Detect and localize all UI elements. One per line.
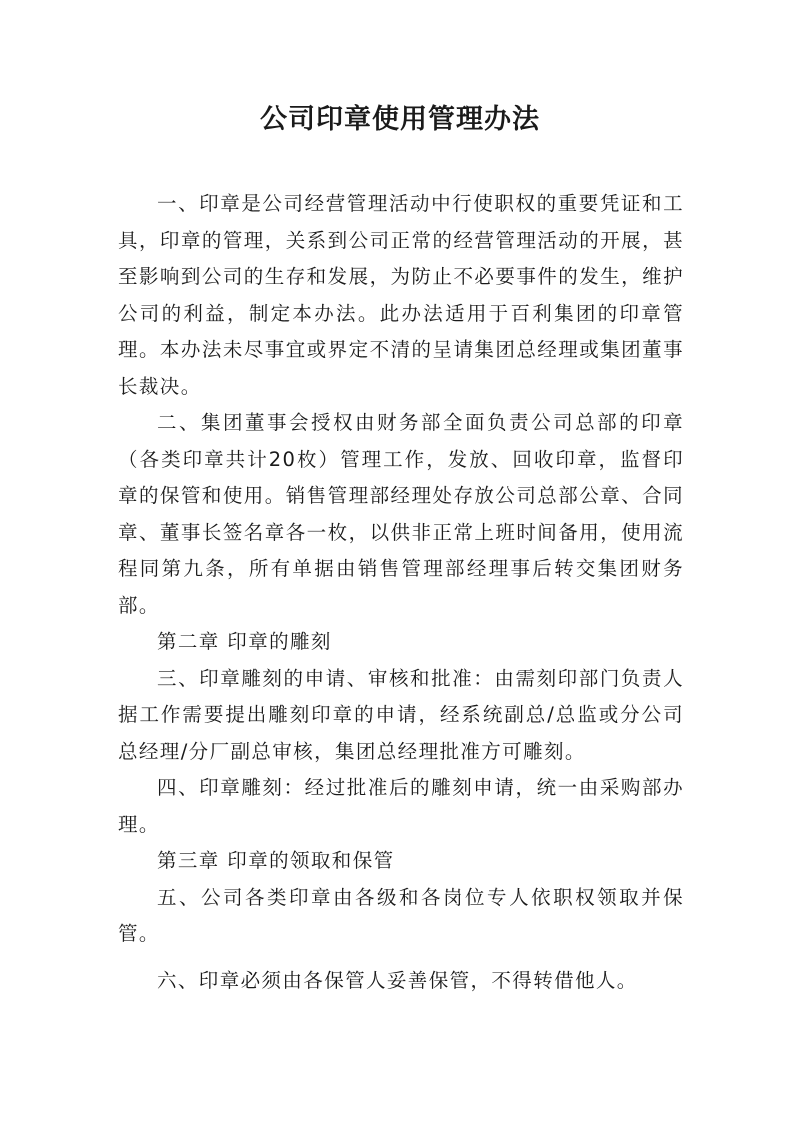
paragraph-article-1: 一、印章是公司经营管理活动中行使职权的重要凭证和工具，印章的管理，关系到公司正常的经营管理活动的开展，甚至影响到公司的生存和发展，为防止不必要事件的发生，维护公司的利益，制定本办法。此办法适用于百利集团的印章管理。本办法未尽事宜或界定不清的呈请集团总经理或集团董事长裁决。 bbox=[118, 192, 684, 398]
chapter-3-heading: 第三章 印章的领取和保管 bbox=[157, 849, 395, 872]
document-title: 公司印章使用管理办法 bbox=[260, 104, 540, 135]
chapter-2-heading: 第二章 印章的雕刻 bbox=[157, 630, 332, 653]
paragraph-article-4: 四、印章雕刻：经过批准后的雕刻申请，统一由采购部办理。 bbox=[118, 776, 684, 836]
paragraph-article-5: 五、公司各类印章由各级和各岗位专人依职权领取并保管。 bbox=[118, 885, 684, 945]
document-body bbox=[118, 186, 684, 999]
paragraph-article-6: 六、印章必须由各保管人妥善保管，不得转借他人。 bbox=[157, 968, 638, 992]
paragraph-article-3: 三、印章雕刻的申请、审核和批准：由需刻印部门负责人据工作需要提出雕刻印章的申请，经系统副总/总监或分公司总经理/分厂副总审核，集团总经理批准方可雕刻。 bbox=[118, 666, 684, 763]
paragraph-article-2: 二、集团董事会授权由财务部全面负责公司总部的印章（各类印章共计20枚）管理工作，发放、回收印章，监督印章的保管和使用。销售管理部经理处存放公司总部公章、合同章、董事长签名章各一枚，以供非正常上班时间备用，使用流程同第九条，所有单据由销售管理部经理事后转交集团财务部。 bbox=[118, 411, 684, 617]
